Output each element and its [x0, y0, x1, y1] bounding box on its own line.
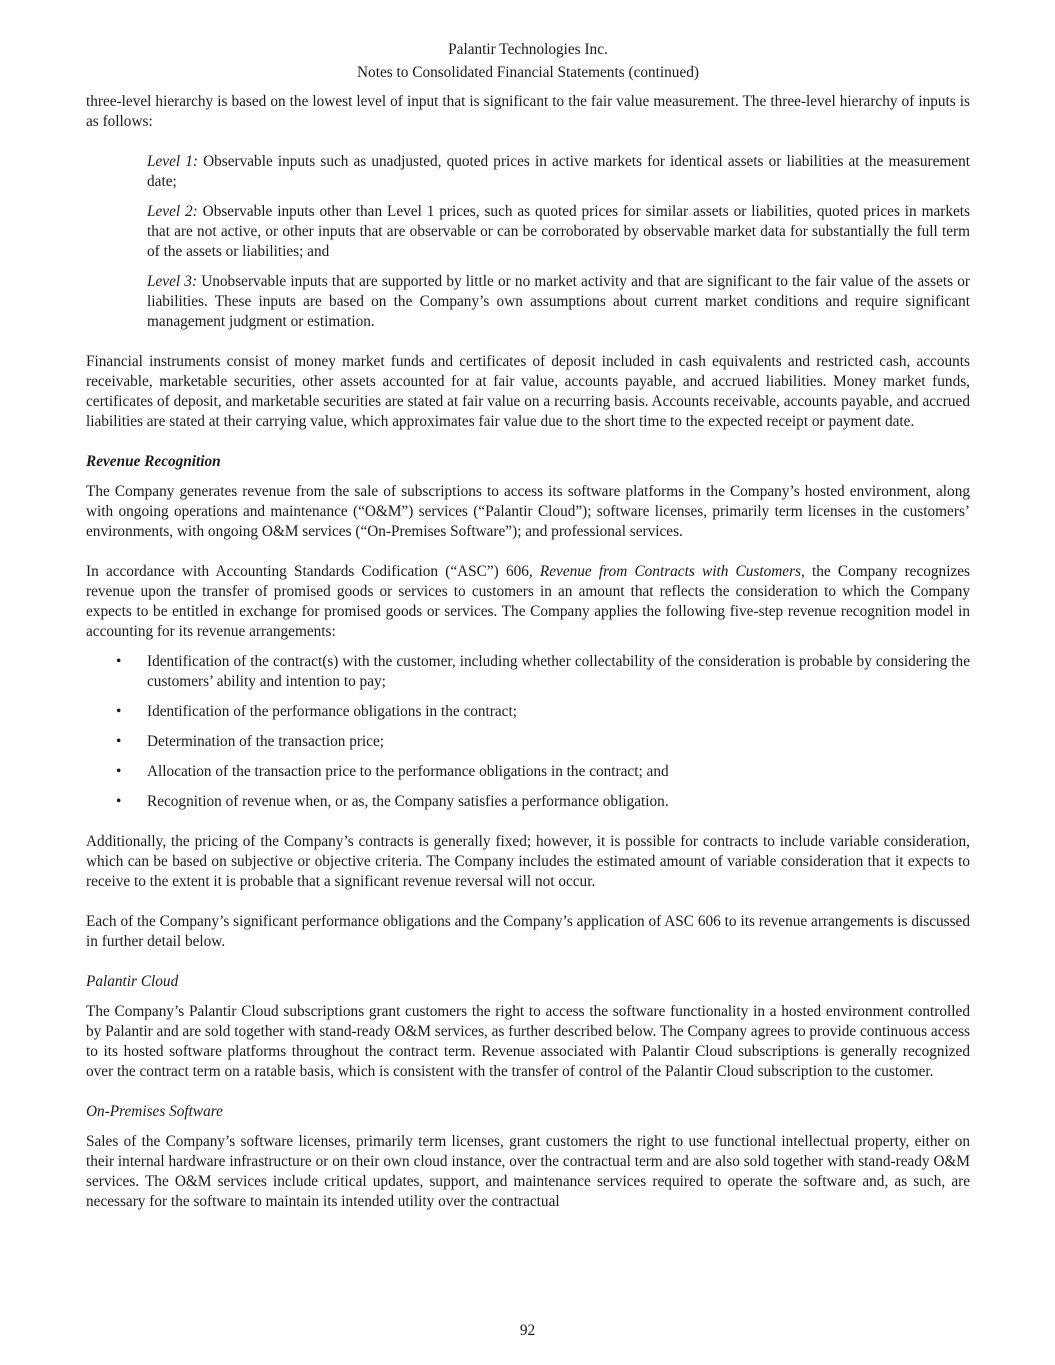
level-3-text: Unobservable inputs that are supported by little or no market activity and that are significant to the fair value of the assets or liabilities. These inputs are based on the Company’s own assumptions about current market conditions and require significant management judgment or estimation.	[147, 273, 970, 330]
variable-consideration-paragraph: Additionally, the pricing of the Company’s contracts is generally fixed; however, it is possible for contracts to include variable consideration, which can be based on subjective or objective criteria. The Company includes the estimated amount of variable consideration that it expects to receive to the extent it is probable that a significant revenue reversal will not occur.	[86, 833, 970, 890]
page-number: 92	[519, 1322, 536, 1339]
financial-instruments-paragraph: Financial instruments consist of money market funds and certificates of deposit included in cash equivalents and restricted cash, accounts receivable, marketable securities, other assets accounted for at fair value, accounts payable, and accrued liabilities. Money market funds, certificates of deposit, and marketable securities are stated at fair value on a recurring basis. Accounts receivable, accounts payable, and accrued liabilities are stated at their carrying value, which approximates fair value due to the short time to the expected receipt or payment date.	[86, 353, 970, 430]
bullet-icon: •	[116, 763, 122, 780]
bullet-icon: •	[116, 793, 122, 810]
level-3	[147, 272, 970, 332]
list-item	[86, 762, 970, 782]
palantir-cloud-heading: Palantir Cloud	[86, 973, 179, 990]
bullet-icon: •	[116, 703, 122, 720]
performance-obligations-paragraph: Each of the Company’s significant performance obligations and the Company’s application of ASC 606 to its revenue arrangements is discussed in further detail below.	[86, 913, 970, 950]
bullet-icon: •	[116, 653, 122, 670]
list-item-text: Allocation of the transaction price to the performance obligations in the contract; and	[147, 763, 669, 780]
list-item	[86, 652, 970, 692]
list-item	[86, 792, 970, 812]
list-item	[86, 732, 970, 752]
revenue-paragraph-1: The Company generates revenue from the sale of subscriptions to access its software platforms in the Company’s hosted environment, along with ongoing operations and maintenance (“O&M”) services (“Palantir Cloud”); software licenses, primarily term licenses in the customers’ environments, with ongoing O&M services (“On-Premises Software”); and professional services.	[86, 483, 970, 540]
revenue-paragraph-2	[86, 562, 970, 642]
level-list	[147, 152, 970, 332]
header-subtitle: Notes to Consolidated Financial Statements (continued)	[357, 64, 699, 81]
list-item-text: Recognition of revenue when, or as, the Company satisfies a performance obligation.	[147, 793, 669, 810]
palantir-cloud-paragraph: The Company’s Palantir Cloud subscriptions grant customers the right to access the software functionality in a hosted environment controlled by Palantir and are sold together with stand-ready O&M services, as further described below. The Company agrees to provide continuous access to its hosted software platforms throughout the contract term. Revenue associated with Palantir Cloud subscriptions is generally recognized over the contract term on a ratable basis, which is consistent with the transfer of control of the Palantir Cloud subscription to the customer.	[86, 1003, 970, 1080]
list-item	[86, 702, 970, 722]
five-step-list	[86, 652, 970, 812]
level-2-text: Observable inputs other than Level 1 prices, such as quoted prices for similar assets or liabilities, quoted prices in markets that are not active, or other inputs that are observable or can be corroborated by observable market data for substantially the full term of the assets or liabilities; and	[147, 203, 970, 260]
company-name: Palantir Technologies Inc.	[448, 41, 608, 58]
level-1-text: Observable inputs such as unadjusted, quoted prices in active markets for identical assets or liabilities at the measurement date;	[147, 153, 970, 190]
list-item-text: Determination of the transaction price;	[147, 733, 385, 750]
document-page	[86, 38, 970, 1212]
asc-606-text-before: In accordance with Accounting Standards Codification (“ASC”) 606,	[86, 563, 540, 580]
list-item-text: Identification of the contract(s) with the customer, including whether collectability of the consideration is probable by considering the customers’ ability and intention to pay;	[147, 653, 970, 690]
level-2-label: Level 2:	[147, 203, 198, 220]
revenue-recognition-heading: Revenue Recognition	[86, 453, 221, 470]
level-2	[147, 202, 970, 262]
on-premises-paragraph: Sales of the Company’s software licenses, primarily term licenses, grant customers the right to use functional intellectual property, either on their internal hardware infrastructure or on their own cloud instance, over the contractual term and are also sold together with stand-ready O&M services. The O&M services include critical updates, support, and maintenance services required to operate the software and, as such, are necessary for the software to maintain its intended utility over the contractual	[86, 1133, 970, 1210]
bullet-icon: •	[116, 733, 122, 750]
asc-606-title: Revenue from Contracts with Customers	[539, 563, 801, 580]
list-item-text: Identification of the performance obligations in the contract;	[147, 703, 517, 720]
level-1	[147, 152, 970, 192]
level-3-label: Level 3:	[147, 273, 198, 290]
page-header	[86, 38, 970, 84]
hierarchy-intro: three-level hierarchy is based on the lowest level of input that is significant to the fair value measurement. The three-level hierarchy of inputs is as follows:	[86, 93, 970, 130]
level-1-label: Level 1:	[147, 153, 198, 170]
on-premises-heading: On-Premises Software	[86, 1103, 223, 1120]
asc-606-text-after: , the Company recognizes revenue upon the transfer of promised goods or services to customers in an amount that reflects the consideration to which the Company expects to be entitled in exchange for promised goods or services. The Company applies the following five-step revenue recognition model in accounting for its revenue arrangements:	[86, 563, 970, 640]
